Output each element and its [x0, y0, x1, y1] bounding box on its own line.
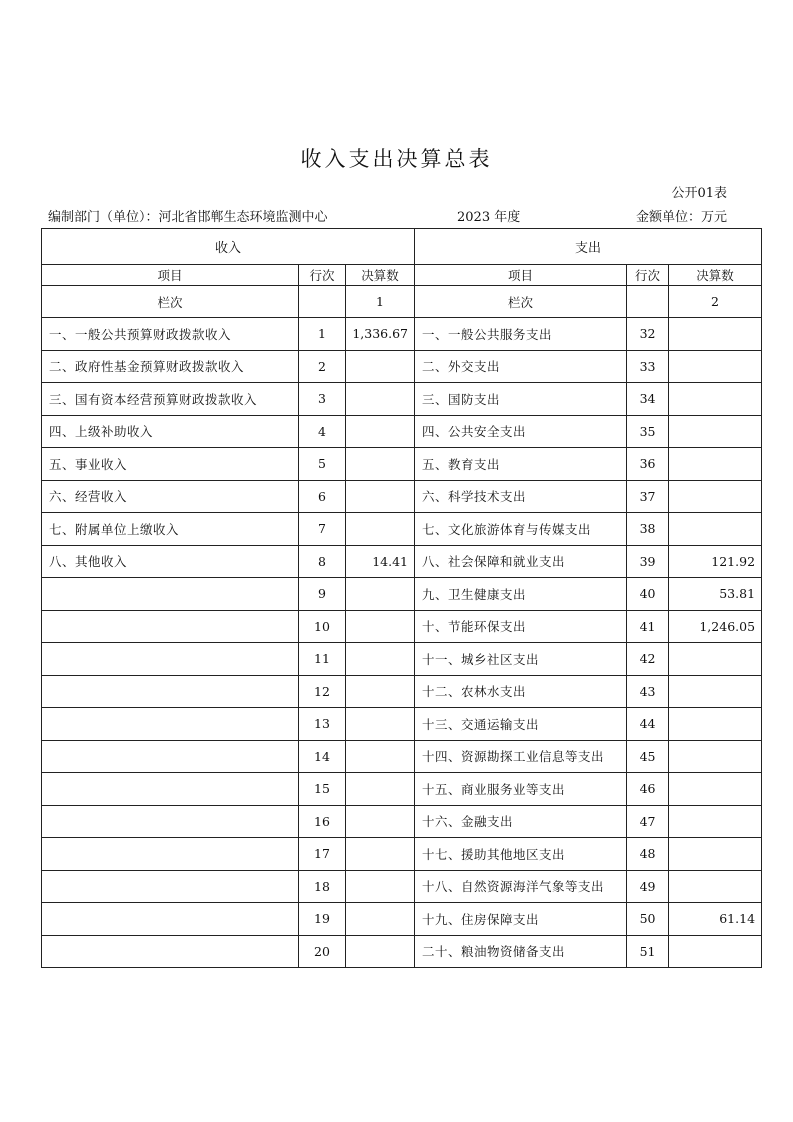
income-line-cell: 11: [299, 643, 346, 676]
income-item-cell: [42, 643, 299, 676]
table-row: [42, 935, 762, 968]
expense-item-header: 项目: [415, 265, 627, 286]
expense-amount-cell: [669, 383, 762, 416]
income-amount-cell: [346, 480, 415, 513]
income-item-cell: [42, 610, 299, 643]
table-row: [42, 805, 762, 838]
table-row: [42, 318, 762, 351]
expense-amount-cell: [669, 870, 762, 903]
expense-item-cell: 二、外交支出: [415, 350, 627, 383]
expense-item-cell: 十三、交通运输支出: [415, 708, 627, 741]
income-item-cell: [42, 903, 299, 936]
income-line-cell: 5: [299, 448, 346, 481]
income-line-cell: 17: [299, 838, 346, 871]
amount-unit: 金额单位：万元: [635, 210, 727, 225]
income-item-cell: 四、上级补助收入: [42, 415, 299, 448]
income-amount-cell: [346, 773, 415, 806]
expense-amount-cell: [669, 350, 762, 383]
expense-item-cell: 十五、商业服务业等支出: [415, 773, 627, 806]
expense-amount-cell: [669, 805, 762, 838]
income-item-cell: [42, 578, 299, 611]
expense-line-cell: 50: [627, 903, 669, 936]
income-line-cell: 9: [299, 578, 346, 611]
income-line-cell: 20: [299, 935, 346, 968]
table-row: [42, 545, 762, 578]
table-row: [42, 610, 762, 643]
expense-line-cell: 49: [627, 870, 669, 903]
expense-item-cell: 四、公共安全支出: [415, 415, 627, 448]
income-item-cell: [42, 935, 299, 968]
expense-amount-cell: [669, 513, 762, 546]
expense-line-cell: 33: [627, 350, 669, 383]
income-line-cell: 16: [299, 805, 346, 838]
table-row: [42, 578, 762, 611]
income-item-cell: 六、经营收入: [42, 480, 299, 513]
income-column-number: 1: [346, 286, 415, 318]
expense-amount-cell: [669, 480, 762, 513]
expense-item-cell: 十六、金融支出: [415, 805, 627, 838]
income-line-index: [299, 286, 346, 318]
expense-amount-header: 决算数: [669, 265, 762, 286]
income-amount-cell: [346, 350, 415, 383]
expense-amount-cell: 61.14: [669, 903, 762, 936]
expense-line-cell: 51: [627, 935, 669, 968]
income-amount-cell: [346, 610, 415, 643]
income-amount-cell: [346, 838, 415, 871]
expense-amount-cell: 53.81: [669, 578, 762, 611]
column-header-row: [42, 265, 762, 286]
expense-amount-cell: [669, 675, 762, 708]
income-line-cell: 10: [299, 610, 346, 643]
income-item-cell: 三、国有资本经营预算财政拨款收入: [42, 383, 299, 416]
department: [48, 206, 328, 225]
table-row: [42, 708, 762, 741]
expense-line-cell: 38: [627, 513, 669, 546]
income-amount-cell: [346, 935, 415, 968]
expense-amount-cell: [669, 740, 762, 773]
expense-item-cell: 十、节能环保支出: [415, 610, 627, 643]
department-name: 河北省邯郸生态环境监测中心: [158, 210, 328, 225]
expense-item-cell: 七、文化旅游体育与传媒支出: [415, 513, 627, 546]
report-meta: [48, 206, 727, 224]
expense-amount-cell: [669, 838, 762, 871]
income-line-cell: 1: [299, 318, 346, 351]
expense-column-number: 2: [669, 286, 762, 318]
expense-amount-cell: [669, 773, 762, 806]
expense-line-cell: 35: [627, 415, 669, 448]
income-amount-cell: [346, 675, 415, 708]
table-row: [42, 350, 762, 383]
income-amount-cell: [346, 903, 415, 936]
expense-line-cell: 39: [627, 545, 669, 578]
income-line-cell: 18: [299, 870, 346, 903]
column-index-row: [42, 286, 762, 318]
expense-amount-cell: 121.92: [669, 545, 762, 578]
income-item-cell: 二、政府性基金预算财政拨款收入: [42, 350, 299, 383]
income-line-cell: 13: [299, 708, 346, 741]
expense-item-cell: 一、一般公共服务支出: [415, 318, 627, 351]
income-item-cell: [42, 805, 299, 838]
fiscal-year: 2023 年度: [457, 210, 521, 225]
expense-item-cell: 十七、援助其他地区支出: [415, 838, 627, 871]
expense-item-cell: 十一、城乡社区支出: [415, 643, 627, 676]
table-row: [42, 643, 762, 676]
income-item-cell: 五、事业收入: [42, 448, 299, 481]
income-line-cell: 14: [299, 740, 346, 773]
expense-line-cell: 34: [627, 383, 669, 416]
income-amount-cell: [346, 415, 415, 448]
income-amount-cell: [346, 805, 415, 838]
income-line-header: 行次: [299, 265, 346, 286]
table-row: [42, 773, 762, 806]
income-line-cell: 12: [299, 675, 346, 708]
income-amount-header: 决算数: [346, 265, 415, 286]
expense-line-cell: 41: [627, 610, 669, 643]
income-line-cell: 6: [299, 480, 346, 513]
section-header-row: [42, 229, 762, 265]
expense-item-cell: 三、国防支出: [415, 383, 627, 416]
income-item-cell: [42, 838, 299, 871]
income-amount-cell: 1,336.67: [346, 318, 415, 351]
income-amount-cell: 14.41: [346, 545, 415, 578]
table-row: [42, 513, 762, 546]
income-item-header: 项目: [42, 265, 299, 286]
expense-amount-cell: [669, 415, 762, 448]
income-amount-cell: [346, 383, 415, 416]
table-row: [42, 675, 762, 708]
table-row: [42, 903, 762, 936]
expense-line-cell: 32: [627, 318, 669, 351]
expense-line-cell: 45: [627, 740, 669, 773]
income-line-cell: 19: [299, 903, 346, 936]
expense-line-cell: 42: [627, 643, 669, 676]
income-line-cell: 8: [299, 545, 346, 578]
department-label: 编制部门（单位）：: [48, 210, 159, 225]
income-line-cell: 4: [299, 415, 346, 448]
income-amount-cell: [346, 708, 415, 741]
income-amount-cell: [346, 740, 415, 773]
income-line-cell: 15: [299, 773, 346, 806]
income-header: 收入: [42, 229, 415, 265]
table-row: [42, 448, 762, 481]
income-column-label: 栏次: [42, 286, 299, 318]
expense-line-cell: 44: [627, 708, 669, 741]
expense-amount-cell: [669, 708, 762, 741]
table-row: [42, 740, 762, 773]
expense-line-header: 行次: [627, 265, 669, 286]
income-item-cell: [42, 740, 299, 773]
expense-item-cell: 五、教育支出: [415, 448, 627, 481]
expense-line-cell: 43: [627, 675, 669, 708]
expense-amount-cell: [669, 448, 762, 481]
table-row: [42, 870, 762, 903]
income-item-cell: [42, 870, 299, 903]
income-line-cell: 7: [299, 513, 346, 546]
table-row: [42, 838, 762, 871]
expense-item-cell: 十九、住房保障支出: [415, 903, 627, 936]
income-line-cell: 3: [299, 383, 346, 416]
expense-line-index: [627, 286, 669, 318]
income-item-cell: [42, 773, 299, 806]
table-row: [42, 415, 762, 448]
expense-item-cell: 二十、粮油物资储备支出: [415, 935, 627, 968]
page-title: 收入支出决算总表: [300, 147, 493, 171]
income-line-cell: 2: [299, 350, 346, 383]
expense-line-cell: 46: [627, 773, 669, 806]
income-expense-table: [41, 228, 762, 968]
form-number: 公开01表: [671, 186, 727, 201]
income-item-cell: [42, 675, 299, 708]
expense-line-cell: 37: [627, 480, 669, 513]
income-amount-cell: [346, 643, 415, 676]
expense-line-cell: 47: [627, 805, 669, 838]
expense-item-cell: 八、社会保障和就业支出: [415, 545, 627, 578]
income-amount-cell: [346, 448, 415, 481]
expense-item-cell: 十八、自然资源海洋气象等支出: [415, 870, 627, 903]
expense-amount-cell: [669, 935, 762, 968]
income-amount-cell: [346, 578, 415, 611]
expense-amount-cell: 1,246.05: [669, 610, 762, 643]
income-item-cell: 一、一般公共预算财政拨款收入: [42, 318, 299, 351]
income-amount-cell: [346, 870, 415, 903]
income-item-cell: 七、附属单位上缴收入: [42, 513, 299, 546]
income-item-cell: [42, 708, 299, 741]
expense-item-cell: 十四、资源勘探工业信息等支出: [415, 740, 627, 773]
expense-line-cell: 40: [627, 578, 669, 611]
income-item-cell: 八、其他收入: [42, 545, 299, 578]
expense-amount-cell: [669, 643, 762, 676]
expense-item-cell: 十二、农林水支出: [415, 675, 627, 708]
expense-amount-cell: [669, 318, 762, 351]
expense-header: 支出: [415, 229, 762, 265]
income-amount-cell: [346, 513, 415, 546]
expense-column-label: 栏次: [415, 286, 627, 318]
expense-item-cell: 九、卫生健康支出: [415, 578, 627, 611]
table-row: [42, 480, 762, 513]
table-row: [42, 383, 762, 416]
expense-line-cell: 36: [627, 448, 669, 481]
expense-item-cell: 六、科学技术支出: [415, 480, 627, 513]
expense-line-cell: 48: [627, 838, 669, 871]
